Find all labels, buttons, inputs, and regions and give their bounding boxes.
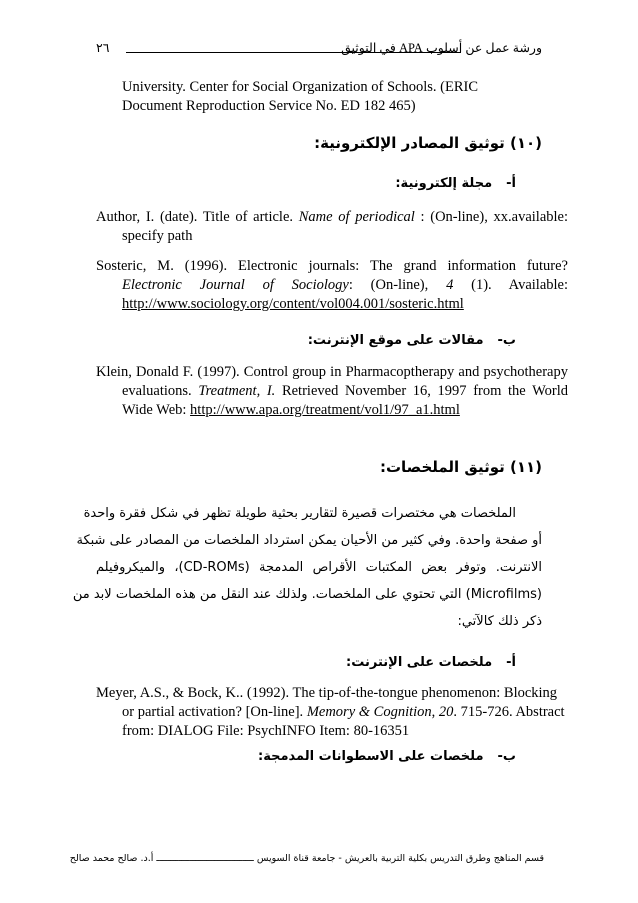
ref-text: Meyer, A.S., & Bock, K.. (1992). The tip-of-the-tongue phenomenon: Blocking or partial activation? [On-line]. [96, 685, 558, 720]
sosteric-url-link[interactable]: http://www.sociology.org/content/vol004.001/sosteric.html [122, 296, 464, 312]
subheading-web-articles [96, 333, 516, 348]
subheading-marker: ب- [497, 333, 516, 348]
subheading-marker: ب- [497, 749, 516, 764]
section-11-heading: (١١) توثيق الملخصات: [379, 458, 542, 476]
ref-italic: Treatment, I. [198, 383, 276, 399]
continued-line-2: Document Reproduction Service No. ED 182 465) [122, 98, 416, 114]
reference-sosteric [96, 257, 568, 314]
ref-text: , [431, 704, 439, 720]
paragraph-line: (Microfilms) التي تحتوي على الملخصات. ولذلك عند النقل من هذه الملخصات لابد من [72, 587, 542, 602]
ref-italic: Name of periodical [298, 209, 415, 225]
continued-line-1: University. Center for Social Organization of Schools. (ERIC [122, 79, 478, 95]
subheading-label: مجلة إلكترونية: [395, 176, 493, 191]
paragraph-line: الانترنت. وتوفر بعض المكتبات الأقراص المدمجة (CD-ROMs)، والميكروفيلم [96, 560, 542, 575]
subheading-marker: أ- [506, 655, 516, 670]
klein-url-link[interactable]: http://www.apa.org/treatment/vol1/97_a1.html [190, 402, 460, 418]
abstracts-paragraph [72, 500, 542, 635]
ref-text: Author, I. (date). Title of article. [96, 209, 299, 225]
continued-reference [96, 78, 568, 116]
ref-italic: Electronic Journal of Sociology [122, 277, 349, 293]
ref-text: (1). Available: [453, 277, 568, 293]
paragraph-line: الملخصات هي مختصرات قصيرة لتقارير بحثية طويلة تظهر في شكل فقرة واحدة [83, 506, 516, 521]
reference-klein [96, 363, 568, 420]
section-10-heading: (١٠) توثيق المصادر الإلكترونية: [314, 134, 542, 152]
reference-meyer [96, 684, 568, 741]
page-footer [69, 853, 544, 869]
ref-text: Retrieved November 16, 1997 from the World Wide Web: [122, 383, 568, 418]
subheading-internet-abstracts [96, 655, 516, 670]
page-header [96, 40, 542, 58]
ref-italic: Memory & Cognition [306, 704, 432, 720]
ref-text: Sosteric, M. (1996). Electronic journals: The grand information future? [96, 258, 568, 274]
subheading-electronic-journal [96, 176, 516, 191]
ref-text: : (On-line), xx.available: specify path [122, 209, 568, 244]
subheading-cdrom-abstracts [96, 749, 516, 764]
paragraph-line: أو صفحة واحدة. وفي كثير من الأحيان يمكن استرداد الملخصات من المصادر على شبكة [76, 533, 542, 548]
ref-italic: 4 [446, 277, 454, 293]
subheading-label: مقالات على موقع الإنترنت: [307, 333, 484, 348]
page-number: ٢٦ [96, 41, 110, 55]
subheading-marker: أ- [506, 176, 516, 191]
header-title: ورشة عمل عن أسلوب APA في التوثيق [341, 41, 542, 55]
reference-author-template [96, 208, 568, 246]
subheading-label: ملخصات على الإنترنت: [346, 655, 493, 670]
ref-text: Klein, Donald F. (1997). Control group in Pharmacoptherapy and psychotherapy evaluations. [96, 364, 568, 399]
ref-text: . 715-726. Abstract from: DIALOG File: PsychINFO Item: 80-16351 [122, 704, 565, 739]
ref-italic: 20 [438, 704, 454, 720]
ref-text: : (On-line), [348, 277, 447, 293]
subheading-label: ملخصات على الاسطوانات المدمجة: [258, 749, 484, 764]
paragraph-line: ذكر ذلك كالآتي: [457, 614, 542, 629]
footer-text: قسم المناهج وطرق التدريس بكلية التربية بالعريش - جامعة قناة السويس ـــــــــــــــــــــــــــــــــــ أ.د. صالح محمد صالح [69, 853, 544, 864]
